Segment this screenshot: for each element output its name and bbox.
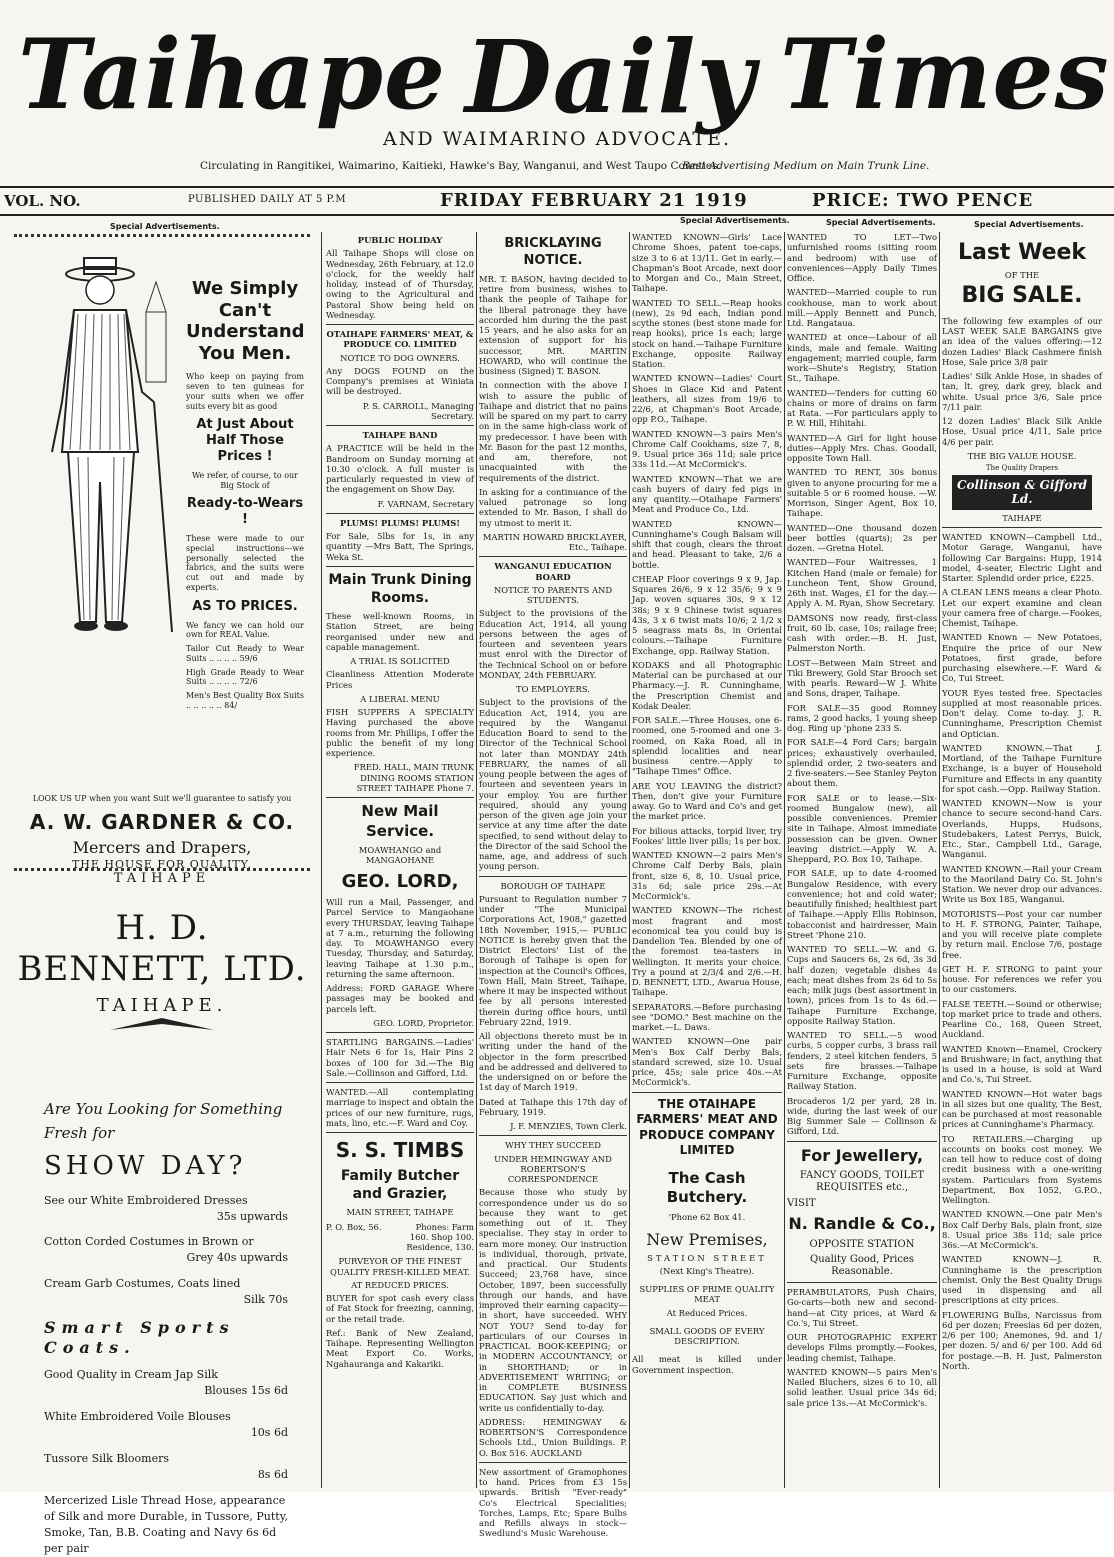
timbs-heading: S. S. TIMBS xyxy=(335,1138,465,1163)
bricklaying-heading: BRICKLAYING NOTICE. xyxy=(504,236,602,268)
divider xyxy=(479,1135,627,1136)
classified-item: A CLEAN LENS means a clear Photo. Let our expert examine and clean your camera free of charge.—Fookes, Chemist, Taihape. xyxy=(942,587,1102,629)
bennett-item xyxy=(44,1451,288,1483)
bargains-text: STARTLING BARGAINS.—Ladies' Hair Nets 6 for 1s, Hair Pins 2 boxes of 100 for 3d.—The Big Sale.—Collinson and Gifford, Ltd. xyxy=(326,1037,474,1078)
dining-menu: A LIBERAL MENU xyxy=(360,693,440,704)
column-2 xyxy=(326,232,474,1484)
divider xyxy=(326,1082,474,1083)
classified-item: WANTED Known—Enamel, Crockery and Brushware; in fact, anything that is used in a house, is sold at Ward and Co.'s, Tui Street. xyxy=(942,1043,1102,1085)
classified-item: LOST—Between Main Street and Tiki Brewery, Gold Star Brooch set with pearls. Reward—W J. White and Sons, draper, Taihape. xyxy=(787,657,937,699)
bennett-item-price: 10s 6d xyxy=(250,1426,288,1440)
wanted-marriage-text: WANTED.—All contemplating marriage to inspect and obtain the prices of our new furniture, rugs, mats, lino, etc.—F. Ward and Coy. xyxy=(326,1087,474,1128)
gardner-prices-title: AS TO PRICES. xyxy=(192,598,298,614)
lord-text: Will run a Mail, Passenger, and Parcel Service to Mangaohane every THURSDAY, leaving Taihape at 7 a.m., returning the following day. To MOAWHANGO every Tuesday, Thursday, and Saturday, leaving Taihape at 1.30 p.m., returning the same afternoon. xyxy=(326,897,474,979)
classified-item: FOR SALE—4 Ford Cars; bargain prices; exhaustively overhauled, splendid order, 2 two-seaters and 2 five-seaters.—See Stanley Peyton about them. xyxy=(787,737,937,789)
section-header-c6: Special Advertisements. xyxy=(974,220,1084,229)
column-4 xyxy=(632,232,782,1484)
last-week-heading: Last Week xyxy=(957,240,1087,265)
collinson-town: TAIHAPE xyxy=(1002,512,1042,523)
collinson-gifford-logo: Collinson & Gifford Ld. xyxy=(952,475,1092,510)
gardner-price-row: Men's Best Quality Box Suits .. .. .. .. .. 84/ xyxy=(186,691,304,710)
farmers-company-heading: THE OTAIHAPE FARMERS' MEAT AND PRODUCE COMPANY LIMITED xyxy=(636,1096,778,1158)
classified-item: CHEAP Floor coverings 9 x 9, Jap. Squares 26/6, 9 x 12 35/6; 9 x 9 Jap. woven squares 30s, 9 x 12 38s; 9 x 9 Chinese twist squares 43s, 3 x 6 twist mats 10/6; 2 1/2 x 5 seagrass mats 8s, in Oriental colours.—Taihape Furniture Exchange, opp. Railway Station. xyxy=(632,573,782,656)
dining-heading: Main Trunk Dining Rooms. xyxy=(328,571,472,606)
column-5 xyxy=(787,232,937,1484)
big-sale-heading: BIG SALE. xyxy=(961,283,1083,309)
randle-quality: Quality Good, Prices Reasonable. xyxy=(810,1253,914,1278)
reduced-prices-text: At Reduced Prices. xyxy=(666,1307,748,1318)
gardner-ready-to-wears: Ready-to-Wears ! xyxy=(186,496,304,528)
issue-date: FRIDAY FEBRUARY 21 1919 xyxy=(440,190,748,211)
bennett-item-label: Cotton Corded Costumes in Brown or xyxy=(44,1235,254,1249)
dining-trial: A TRIAL IS SOLICITED xyxy=(350,656,450,667)
bennett-divider-ornament xyxy=(14,1012,310,1042)
supplies-text: SUPPLIES OF PRIME QUALITY MEAT xyxy=(639,1284,775,1305)
bricklaying-text: MR. T. BASON, having decided to retire from business, wishes to thank the people of Taihape for the liberal patronage they have accorded him during the the past 15 years, and he also asks for an extension of support for his successor, MR. MARTIN HOWARD, who will continue the business (Signed) T. BASON. xyxy=(479,273,627,377)
classified-item: WANTED—Tenders for cutting 60 chains or more of drains on farm at Rata. —For particulars apply to P. W. Hill, Hihitahi. xyxy=(787,387,937,429)
timbs-address: MAIN STREET, TAIHAPE xyxy=(346,1207,454,1218)
classified-item: WANTED KNOWN.—That J. Mortland, of the Taihape Furniture Exchange, is a buyer of Household Furniture and Effects in any quantity for spot cash.—Opp. Railway Station. xyxy=(942,742,1102,794)
next-kings-theatre: (Next King's Theatre). xyxy=(659,1265,755,1276)
farmers-heading: OTAIHAPE FARMERS' MEAT, & PRODUCE CO. LIMITED xyxy=(326,329,474,350)
gardner-text-block xyxy=(186,278,304,715)
band-text: A PRACTICE will be held in the Bandroom on Sunday morning at 10.30 o'clock. A full muster is particularly requested in view of the engagement on Show Day. xyxy=(326,443,474,495)
timbs-subheading: Family Butcher and Grazier, xyxy=(340,1168,460,1203)
published-label: PUBLISHED DAILY AT 5 P.M xyxy=(188,194,347,205)
gardner-price-row: High Grade Ready to Wear Suits .. .. .. .. 72/6 xyxy=(186,667,304,687)
bennett-item xyxy=(44,1409,288,1441)
gardner-ready-text: These were made to our special instructions—we personally selected the fabrics, and the suits were cut out and made by experts. xyxy=(186,534,304,592)
jewellery-goods: FANCY GOODS, TOILET REQUISITES etc., xyxy=(799,1170,925,1194)
classified-item: WANTED KNOWN—Ladies' Court Shoes in Glace Kid and Patent leathers, all sizes from 19/6 to 22/6, at Chapman's Boot Arcade, opp P.O., Taihape. xyxy=(632,373,782,425)
dining-signature: FRED. HALL, MAIN TRUNK DINING ROOMS STATION STREET TAIHAPE Phone 7. xyxy=(353,762,474,793)
employers-text: Subject to the provisions of the Education Act, 1914, you are required by the Wanganui Education Board to send to the Director of the Technical School not later than MONDAY 24th FEBRUARY, the names of all young people between the ages of fourteen and seventeen years in your employ. You are further required, should any young person of the given age join your service at any time after the date specified, to send without delay to the Director of the said School the name, age, and address of such young person. xyxy=(479,697,627,872)
bennett-item xyxy=(44,1234,288,1266)
classified-item: WANTED KNOWN—3 pairs Men's Chrome Calf Cookhams, size 7, 8, 9. Usual price 36s 11d; sale price 33s 11d.—At McCormick's. xyxy=(632,428,782,470)
classified-item: DAMSONS now ready, first-class fruit, 60 lb. case, 10s; railage free; cash with order.—B. H. Just, Palmerston North. xyxy=(787,612,937,654)
gardner-refer: We refer, of course, to our Big Stock of xyxy=(191,470,299,490)
classified-item: YOUR Eyes tested free. Spectacles supplied at most reasonable prices. Don't delay. Come to-day. J. R. Cunninghame, Prescription Chemist and Optician. xyxy=(942,687,1102,739)
classified-item: GET H. F. STRONG to paint your house. For references we refer you to our customers. xyxy=(942,963,1102,995)
lord-address: Address: FORD GARAGE Where passages may be booked and parcels left. xyxy=(326,983,474,1014)
gardner-footer xyxy=(14,794,310,887)
classified-item: WANTED—One thousand dozen beer bottles (quarts); 2s per dozen. —Gretna Hotel. xyxy=(787,522,937,553)
section-header-c4: Special Advertisements. xyxy=(680,216,790,225)
column-1 xyxy=(14,232,316,1555)
classified-item: WANTED KNOWN—Cunninghame's Cough Balsam will shift that cough, clears the throat and head. Pleasant to take, 2/6 a bottle. xyxy=(632,518,782,570)
classified-item: FOR SALE or to lease.—Six-roomed Bungalow (new), all possible conveniences. Premier site in Taihape. Almost immediate possession can be given. Owner leaving district.—Apply W. A. Sheppard, P.O. Box 10, Taihape. xyxy=(787,792,937,864)
classified-item: FOR SALE, up to date 4-roomed Bungalow Residence, with every convenience; hot and cold water; beautifully finished; healthiest part of Taihape.—Apply Ellis Robinson, tobacconist and hairdresser, Main Street 'Phone 210. xyxy=(787,868,937,940)
classified-item: WANTED KNOWN—Campbell Ltd., Motor Garage, Wanganui, have following Car Bargains: Hupp, 1914 model, 4-seater, Electric Light and Starter. Splendid order price, £225. xyxy=(942,532,1102,584)
divider xyxy=(787,1282,937,1283)
dog-heading: NOTICE TO DOG OWNERS. xyxy=(340,352,460,363)
perambulators-text: PERAMBULATORS, Push Chairs, Go-carts—both new and second-hand—at City prices, at Ward & Co.'s, Tui Street. xyxy=(787,1287,937,1328)
timbs-contact xyxy=(326,1222,474,1253)
classified-item: KODAKS and all Photographic Material can be purchased at our Pharmacy.—J. R. Cunninghame, the Prescription Chemist and Kodak Dealer. xyxy=(632,659,782,711)
why-text: Because those who study by correspondence under us do so because they want to get something out of it. They specialise. They stay in order to earn more money. Our instruction is individual, thorough, private, and practical. Our Students Succeed; 23,768 have, since October, 1897, been successfully through our hands, and have improved their earning capacity—in short, have succeeded. WHY NOT YOU? Send to-day for particulars of our Courses in PRACTICAL BOOK-KEEPING; or in MODERN ACCOUNTANCY; or in SHORTHAND; or in ADVERTISEMENT WRITING; or in COMPLETE BUSINESS EDUCATION. Say just which and write us confidentially to-day. xyxy=(479,1187,627,1413)
bennett-show-day: SHOW DAY? xyxy=(44,1150,247,1181)
divider xyxy=(326,513,474,514)
classified-item: FLOWERING Bulbs, Narcissus from 6d per dozen; Freesias 6d per dozen, 2/6 per 100; Anemones, 9d. and 1/ per dozen. 5/ and 6/ per 100. Add 6d for postage.—B. H. Just, Palmerston North. xyxy=(942,1309,1102,1371)
bennett-question: Are You Looking for Something Fresh for xyxy=(44,1099,283,1142)
dog-signature: P. S. CARROLL, Managing Secretary. xyxy=(362,400,474,421)
classified-item: WANTED at once—Labour of all kinds, male and female. Waiting engagement; married couple, farm work—Shute's Registry, Station St., Taihape. xyxy=(787,332,937,384)
section-header-left: Special Advertisements. xyxy=(110,222,220,231)
gardner-company-name: A. W. GARDNER & CO. xyxy=(29,809,295,834)
classified-item: FOR SALE.—Three Houses, one 6-roomed, one 5-roomed and one 3-roomed, on Kaka Road, all in splendid localities and near business centre.—Apply to "Taihape Times" Office. xyxy=(632,715,782,777)
classified-item: For bilious attacks, torpid liver, try Fookes' little liver pills; 1s per box. xyxy=(632,825,782,846)
column-rule xyxy=(629,232,630,1488)
dotted-border xyxy=(14,234,310,237)
quality-drapers-tag: The Quality Drapers xyxy=(985,464,1059,473)
gardner-quality: THE HOUSE FOR QUALITY. xyxy=(71,857,253,871)
classified-item: WANTED KNOWN—The richest most fragrant and most economical tea you could buy is Dandelion Tea. Blended by one of the foremost tea-tasters in Wellington. It merits your choice. Try a pound at 2/3/4 and 2/6.—H. D. BENNETT, LTD., Awarua House, Taihape. xyxy=(632,905,782,998)
lord-signature: GEO. LORD, Proprietor. xyxy=(373,1017,474,1028)
divider xyxy=(942,527,1102,528)
classified-item: ARE YOU LEAVING the district? Then, don't give your Furniture away. Go to Ward and Co's and get the market price. xyxy=(632,780,782,822)
gardner-headline: We Simply Can't Understand You Men. xyxy=(186,278,305,364)
masthead-subtitle: AND WAIMARINO ADVOCATE. xyxy=(382,128,732,150)
timbs-prices: AT REDUCED PRICES. xyxy=(351,1279,449,1290)
divider xyxy=(632,1092,782,1093)
classified-item: SEPARATORS.—Before purchasing see "DOMO." Best machine on the market.—L. Daws. xyxy=(632,1001,782,1032)
gardner-intro: Who keep on paying from seven to ten guineas for your suits when we offer suits every bit as good xyxy=(186,372,304,411)
classified-item: WANTED KNOWN—Hot water bags in all sizes but one quality, The Best, can be purchased at most reasonable prices at Cunninghame's Pharmacy. xyxy=(942,1088,1102,1130)
lord-heading: GEO. LORD, xyxy=(341,870,459,892)
band-signature: F. VARNAM, Secretary xyxy=(377,498,474,509)
borough-text-2: All objections thereto must be in writing under the hand of the objector in the form prescribed and be addressed and delivered to the undersigned on or before the 1st day of March 1919. xyxy=(479,1031,627,1093)
masthead-title-times: Times xyxy=(780,18,1110,131)
small-goods-text: SMALL GOODS OF EVERY DESCRIPTION. xyxy=(649,1325,765,1347)
employers-heading: TO EMPLOYERS. xyxy=(516,684,590,695)
classified-item: FALSE TEETH.—Sound or otherwise; top market price to trade and others. Pearline Co., 168, Queen Street, Auckland. xyxy=(942,998,1102,1040)
gentleman-illustration xyxy=(22,252,182,652)
plums-heading: PLUMS! PLUMS! PLUMS! xyxy=(340,517,460,528)
classified-item: WANTED TO RENT, 30s bonus given to anyone procuring for me a suitable 5 or 6 roomed house. —W. Morrison, Singer Agent, Box 10, Taihape. xyxy=(787,467,937,519)
timbs-buyer: BUYER for spot cash every class of Fat Stock for freezing, canning, or the retail trade. xyxy=(326,1293,474,1324)
bennett-advertisement xyxy=(14,882,310,1555)
column-3 xyxy=(479,232,627,1539)
column-6 xyxy=(942,232,1102,1484)
classified-item: WANTED—Married couple to run cookhouse, man to work about mill.—Apply Bennett and Punch, Ltd. Rangataua. xyxy=(787,287,937,328)
gardner-price-row: Tailor Cut Ready to Wear Suits .. .. .. .. 59/6 xyxy=(186,644,304,663)
divider xyxy=(326,425,474,426)
classified-item: FOR SALE—35 good Romney rams, 2 good hacks, 1 young sheep dog. Ring up 'phone 233 S. xyxy=(787,702,937,733)
dog-text: Any DOGS FOUND on the Company's premises at Winiata will be destroyed. xyxy=(326,365,474,397)
column-rule xyxy=(321,232,322,1488)
section-header-c5: Special Advertisements. xyxy=(826,218,936,227)
band-heading: TAIHAPE BAND xyxy=(362,430,438,440)
why-subheading: UNDER HEMINGWAY AND ROBERTSON'S CORRESPONDENCE xyxy=(494,1153,612,1185)
dining-text-2: Cleanliness Attention Moderate Prices xyxy=(326,669,474,690)
dateline-bar xyxy=(0,186,1114,216)
gardner-prices-text: We fancy we can hold our own for REAL Value. xyxy=(186,620,304,640)
classified-item: WANTED KNOWN—J. R. Cunninghame is the prescription chemist. Only the Best Quality Drugs used in dispensing and all prescriptions at city prices. xyxy=(942,1254,1102,1306)
timbs-purveyor: PURVEYOR OF THE FINEST QUALITY FRESH-KILLED MEAT. xyxy=(330,1256,470,1277)
divider xyxy=(326,797,474,798)
volume-label: VOL. NO. xyxy=(4,192,81,210)
randle-name: N. Randle & Co., xyxy=(788,1213,936,1233)
classified-item: WANTED TO SELL.—5 wood curbs, 5 copper curbs, 3 brass rail fenders, 2 steel kitchen fenders, 5 sets fire brasses.—Taihape Furniture Exchange, opposite Railway Station. xyxy=(787,1030,937,1092)
bennett-item-label: White Embroidered Voile Blouses xyxy=(44,1410,231,1424)
bricklaying-signature: MARTIN HOWARD BRICKLAYER, Etc., Taihape. xyxy=(482,531,627,553)
sale-text-3: 12 dozen Ladies' Black Silk Ankle Hose, Usual price 4/11, Sale price 4/6 per pair. xyxy=(942,416,1102,447)
classified-item: TO RETAILERS.—Charging up accounts on books cost money. We can tell how to reduce cost of doing credit business with a one-writing system. Particulars from Systems Department, Box 1052, G.P.O., Wellington. xyxy=(942,1133,1102,1206)
bricklaying-text-3: In asking for a continuance of the valued patronage so long extended to Mr. Bason, I shall do my utmost to merit it. xyxy=(479,486,627,528)
timbs-box: P. O. Box, 56. xyxy=(326,1221,382,1232)
divider xyxy=(479,556,627,557)
bennett-item-label: Tussore Silk Bloomers xyxy=(44,1452,170,1466)
bennett-item-label: Good Quality in Cream Jap Silk xyxy=(44,1368,218,1382)
sale-text: The following few examples of our LAST WEEK SALE BARGAINS give an idea of the values offering:—12 dozen Ladies' Black Cashmere finish Hose, Sale price 3/8 pair xyxy=(942,315,1102,367)
jewellery-heading: For Jewellery, xyxy=(800,1145,924,1165)
bennett-item-price: 8s 6d xyxy=(257,1467,288,1481)
classified-item: WANTED TO SELL.—Reap hooks (new), 2s 9d each, Indian pond scythe stones (best stone made for reap hooks), price 1s each; large stock on hand.—Taihape Furniture Exchange, opposite Railway Station. xyxy=(632,297,782,369)
borough-heading: BOROUGH OF TAIHAPE xyxy=(500,880,606,891)
dining-text-3: FISH SUPPERS A SPECIALTY Having purchased the above rooms from Mr. Phillips, I offer the public the benefit of my long experience. xyxy=(326,707,474,759)
divider xyxy=(326,1032,474,1033)
divider xyxy=(326,1132,474,1133)
photographic-text: OUR PHOTOGRAPHIC EXPERT develops Films promptly.—Fookes, leading chemist, Taihape. xyxy=(787,1332,937,1363)
bennett-name: H. D. BENNETT, LTD. xyxy=(17,908,307,990)
station-street: STATION STREET xyxy=(647,1252,767,1263)
bennett-item-label: Cream Garb Costumes, Coats lined xyxy=(44,1277,241,1291)
divider xyxy=(479,1462,627,1463)
plums-text: For Sale, 5lbs for 1s, in any quantity —Mrs Batt, The Springs, Weka St. xyxy=(326,531,474,562)
timbs-phones: Phones: Farm 160. Shop 100. Residence, 130. xyxy=(406,1221,474,1253)
why-heading: WHY THEY SUCCEED xyxy=(505,1140,601,1151)
bennett-item-price: Blouses 15s 6d xyxy=(204,1384,288,1398)
classified-item: WANTED KNOWN—One pair Men's Box Calf Derby Bals, standard screwed, size 10. Usual price, 45s; sale price 40s.—At McCormick's. xyxy=(632,1036,782,1088)
bennett-item-price: 35s upwards xyxy=(216,1209,288,1223)
why-address: ADDRESS: HEMINGWAY & ROBERTSON'S Correspondence Schools Ltd., Union Buildings. P. O. Box 516. AUCKLAND xyxy=(479,1416,627,1458)
education-subheading: NOTICE TO PARENTS AND STUDENTS. xyxy=(493,584,613,606)
borough-text-3: Dated at Taihape this 17th day of February, 1919. xyxy=(479,1096,627,1117)
bennett-item-label: See our White Embroidered Dresses xyxy=(44,1193,248,1207)
masthead-title-daily: Daily xyxy=(465,18,756,136)
randle-location: OPPOSITE STATION xyxy=(809,1238,915,1250)
classified-item: MOTORISTS—Post your car number to H. F. STRONG, Painter, Taihape, and you will receive plate complete by return mail. Enclose 7/6, postage free. xyxy=(942,908,1102,960)
dotted-border xyxy=(14,868,310,871)
jewellery-visit: VISIT xyxy=(787,1197,816,1209)
masthead xyxy=(0,10,1114,150)
divider xyxy=(479,876,627,877)
butchery-phone: 'Phone 62 Box 41. xyxy=(668,1211,746,1222)
borough-text: Pursuant to Regulation number 7 under "The Municipal Corporations Act, 1908," gazetted 18th November, 1915,— PUBLIC NOTICE is hereby given that the District Electors' List of the Borough of Taihape is open for inspection at the Council's Offices, Town Hall, Main Street, Taihape, where it may be inspected without fee by all persons interested therein during office hours, until February 22nd, 1919. xyxy=(479,893,627,1027)
column-rule xyxy=(784,232,785,1488)
education-heading: WANGANUI EDUCATION BOARD xyxy=(494,561,612,582)
classified-item: WANTED KNOWN—2 pairs Men's Chrome Calf Derby Bals, plain front, size 6, 8, 10. Usual price, 31s 6d; sale price 29s.—At McCormick's. xyxy=(632,850,782,901)
new-premises-heading: New Premises, xyxy=(646,1230,768,1250)
sale-text-2: Ladies' Silk Ankle Hose, in shades of tan, lt. grey, dark grey, black and white. Usual price 3/6, Sale price 7/11 pair. xyxy=(942,371,1102,412)
classified-item: WANTED KNOWN.—One pair Men's Box Calf Derby Bals, plain front, size 8. Usual price 38s 11d; sale price 36s.—At McCormick's. xyxy=(942,1209,1102,1251)
government-inspection-text: All meat is killed under Government inspection. xyxy=(632,1354,782,1375)
classified-item: WANTED Known — New Potatoes, Enquire the price of our New Potatoes, first grade, before purchasing elsewhere.—F. Ward & Co, Tui Street. xyxy=(942,632,1102,684)
classified-item: WANTED—A Girl for light house duties—Apply Mrs. Chas. Goodall, opposite Town Hall. xyxy=(787,432,937,463)
bennett-item-price: Grey 40s upwards xyxy=(186,1251,288,1265)
issue-price: PRICE: TWO PENCE xyxy=(812,190,1034,211)
classified-item: Brocaderos 1/2 per yard, 28 in. wide, during the last week of our Big Summer Sale — Collinson & Gifford, Ltd. xyxy=(787,1095,937,1137)
big-value-house: THE BIG VALUE HOUSE. xyxy=(967,450,1077,461)
gramophone-text: New assortment of Gramophones to hand. Prices from £3 15s upwards. British "Ever-ready" Co's Electrical Specialities; Torches, Lamps, Etc; Spare Bulbs and Refills always in stock—Swedlund's Music Warehouse. xyxy=(479,1466,627,1539)
divider xyxy=(326,324,474,325)
classified-item: WANTED KNOWN—That we are cash buyers of dairy fed pigs in any quantity.—Otaihape Farmers' Meat and Produce Co., Ltd. xyxy=(632,473,782,515)
cash-butchery-heading: The Cash Butchery. xyxy=(666,1168,748,1207)
bluchers-text: WANTED KNOWN—5 pairs Men's Nailed Bluchers, sizes 6 to 10, all solid leather. Usual price 34s 6d; sale price 13s.—At McCormick's. xyxy=(787,1366,937,1408)
classified-item: WANTED TO SELL.—W. and G. Cups and Saucers 6s, 2s 6d, 3s 3d half dozen; vegetable dishes 4s each; meat dishes from 2s 6d to 5s each; milk jugs (best assortment in town), prices from 1s to 4s 6d.—Taihape Furniture Exchange, opposite Railway Station. xyxy=(787,944,937,1026)
classified-item: WANTED KNOWN—Girls' Lace Chrome Shoes, patent toe-caps, size 3 to 6 at 13/11. Get in early.—Chapman's Boot Arcade, next door to Morgan and Co., Main Street, Taihape. xyxy=(632,232,782,294)
dining-text: These well-known Rooms, in Station Street, are being reorganised under new and capable management. xyxy=(326,611,474,652)
holiday-text: All Taihape Shops will close on Wednesday, 26th February, at 12.0 o'clock, for the weekly half holiday, instead of of Thursday, owing to the Agricultural and Pastoral Show being held on Wednesday. xyxy=(326,248,474,320)
bennett-item-price: Silk 70s xyxy=(243,1293,288,1307)
timbs-reference: Ref.: Bank of New Zealand, Taihape. Representing Wellington Meat Export Co. Works, Ngahauranga and Kakariki. xyxy=(326,1327,474,1369)
gardner-mercers: Mercers and Drapers, xyxy=(72,838,252,858)
gardner-half-price: At Just About Half Those Prices ! xyxy=(196,417,294,465)
classified-item: WANTED TO LET—Two unfurnished rooms (sitting room and bedroom) with use of conveniences—Apply Daily Times Office. xyxy=(787,232,937,283)
bricklaying-text-2: In connection with the above I wish to assure the public of Taihape and district that no pains will be spared on my part to carry on in the same high-class work of my predecessor. I have been with Mr. Bason for the past 12 months, and am, therefore, not unacquainted with the requirements of the district. xyxy=(479,380,627,483)
mail-subheading: MOAWHANGO and MANGAOHANE xyxy=(358,845,442,866)
divider xyxy=(326,566,474,567)
classified-item: WANTED KNOWN.—Rail your Cream to the Maoriland Dairy Co. St. John's Station. We never drop our advances. Write us Box 185, Wanganui. xyxy=(942,863,1102,905)
gardner-look-up: LOOK US UP when you want Suit we'll guarantee to satisfy you xyxy=(32,794,292,803)
bennett-item xyxy=(44,1276,288,1308)
classified-item: WANTED KNOWN—Now is your chance to secure second-hand Cars. Overlands, Hupps, Hudsons, Studebakers, Latest Perrys, Buick, Etc., Star., Campbell Ltd., Garage, Wanganui. xyxy=(942,798,1102,860)
bennett-hose: Mercerized Lisle Thread Hose, appearance of Silk and more Durable, in Tussore, Putty, Smoke, Tan, B.B. Coating and Navy 6s 6d per pair xyxy=(44,1493,288,1555)
bennett-town: TAIHAPE. xyxy=(96,994,228,1016)
mail-heading: New Mail Service. xyxy=(361,802,439,840)
bennett-item xyxy=(44,1193,288,1225)
masthead-title-taihape: Taihape xyxy=(18,18,447,131)
divider xyxy=(787,1141,937,1142)
education-text: Subject to the provisions of the Education Act, 1914, all young persons between the ages of fourteen and seventeen years must enrol with the Director of the Technical School on or before MONDAY, 24th FEBRUARY. xyxy=(479,608,627,680)
best-medium-text: Best Advertising Medium on Main Trunk Line. xyxy=(682,160,930,172)
circulation-text: Circulating in Rangitikei, Waimarino, Kaitieki, Hawke's Bay, Wanganui, and West Taupo Counties. xyxy=(200,160,721,172)
column-rule xyxy=(476,232,477,1488)
of-the-label: OF THE xyxy=(1004,269,1040,280)
borough-signature: J. F. MENZIES, Town Clerk. xyxy=(510,1121,627,1132)
column-rule xyxy=(939,232,940,1488)
holiday-heading: PUBLIC HOLIDAY xyxy=(357,235,443,245)
gardner-town: TAIHAPE xyxy=(113,871,211,887)
gardner-advertisement xyxy=(14,242,310,887)
bennett-smart-coats: Smart Sports Coats. xyxy=(44,1318,235,1357)
classified-item: WANTED—Four Waitresses, 1 Kitchen Hand (male or female) for Luncheon Tent, Show Ground, 26th inst. Wages, £1 for the day.—Apply A. M. Ryan, Show Secretary. xyxy=(787,557,937,609)
bennett-item xyxy=(44,1367,288,1399)
